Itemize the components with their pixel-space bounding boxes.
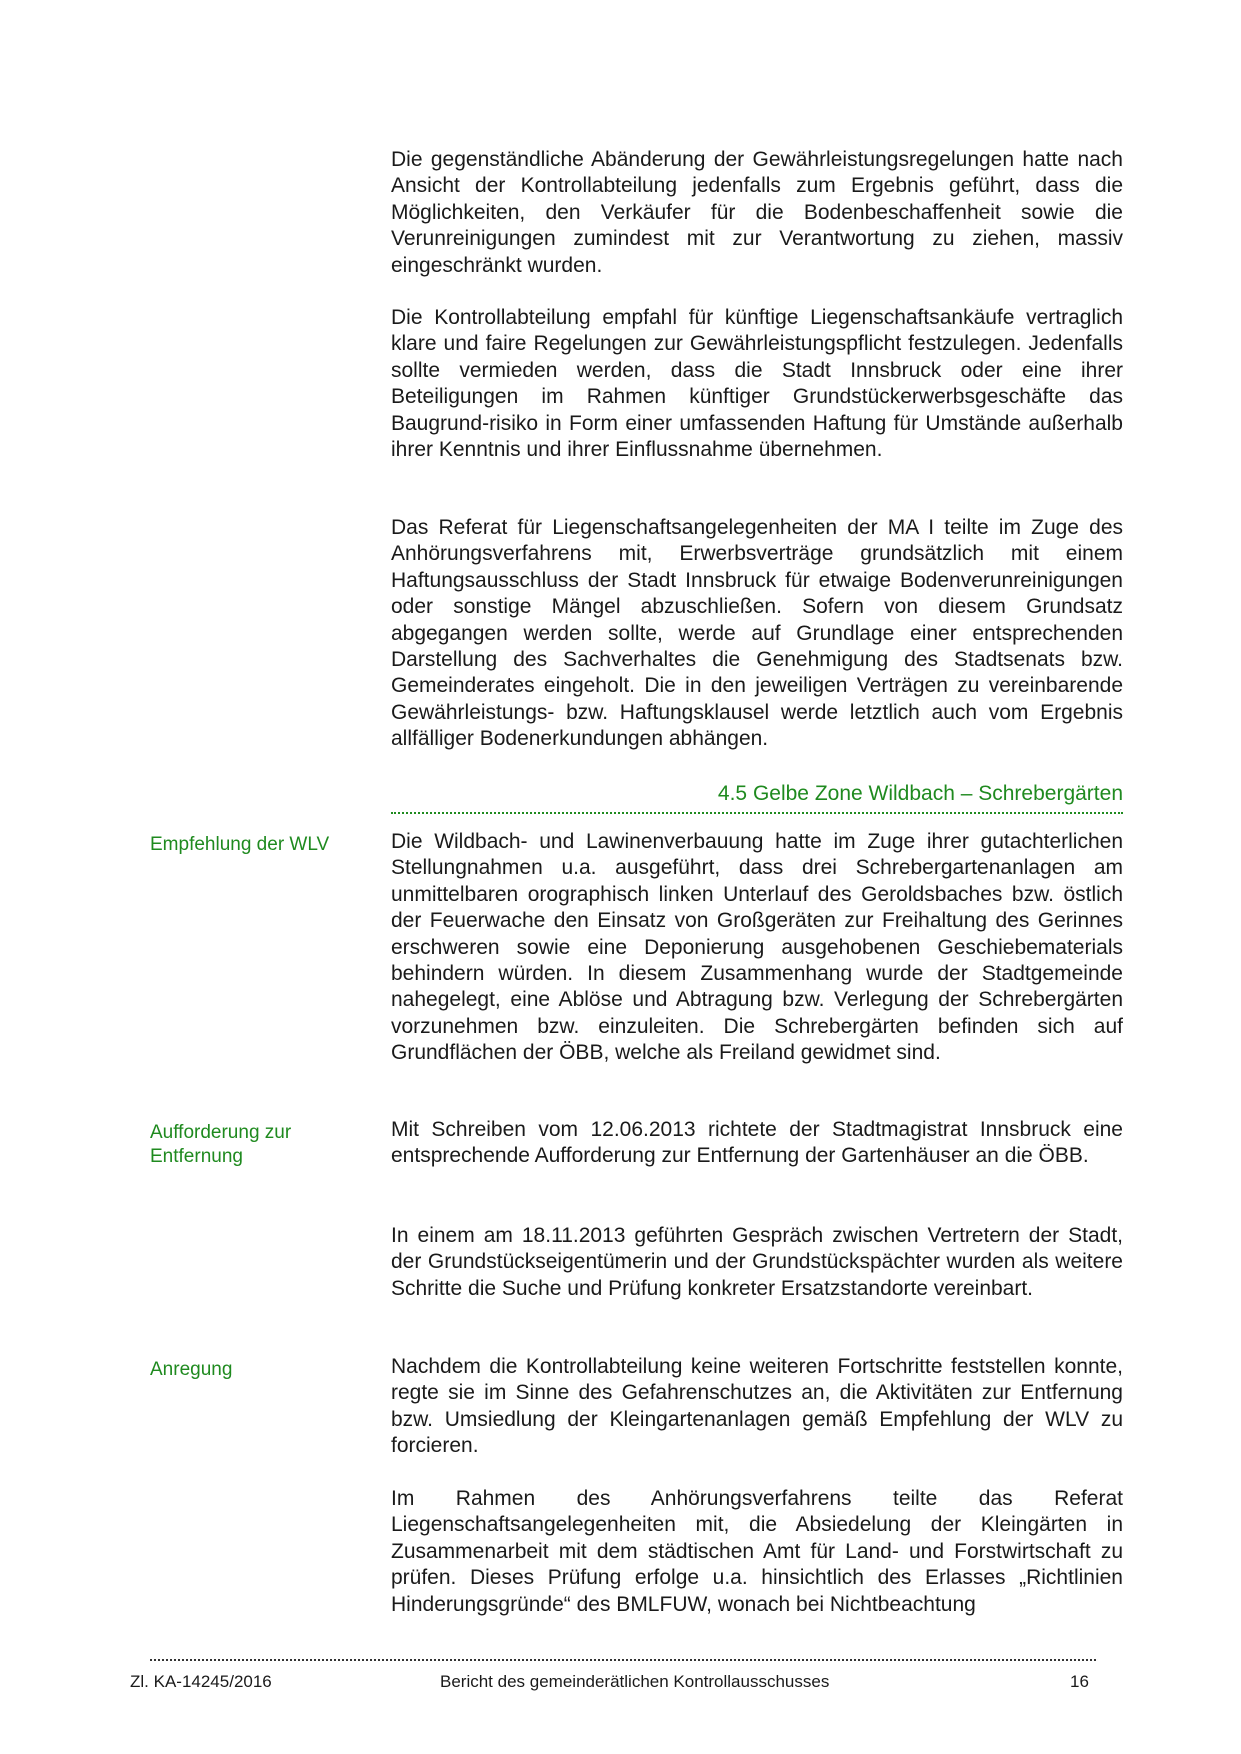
paragraph-anregung: Nachdem die Kontrollabteilung keine weiteren Fortschritte feststellen konnte, regte sie im Sinne des Gefahrenschutzes an, die Aktivitäten zur Entfernung bzw. Umsiedlung der Kleingartenanlagen gemäß Empfehlung der WLV zu forcieren. bbox=[391, 1355, 1123, 1458]
paragraph-gespraech: In einem am 18.11.2013 geführten Gespräch zwischen Vertretern der Stadt, der Grundstückseigentümerin und der Grundstückspächter wurden als weitere Schritte die Suche und Prüfung konkreter Ersatzstandorte vereinbart. bbox=[391, 1224, 1123, 1300]
paragraph-kontrollabteilung-empfehlung: Die Kontrollabteilung empfahl für künftige Liegenschaftsankäufe vertraglich klare und faire Regelungen zur Gewährleistungspflicht festzulegen. Jedenfalls sollte vermieden werden, dass die Stadt Innsbruck oder eine ihrer Beteiligungen im Rahmen künftiger Grundstückerwerbsgeschäfte das Baugrund-risiko in Form einer umfassenden Haftung für Umstände außerhalb ihrer Kenntnis und ihrer Einflussnahme übernehmen. bbox=[391, 306, 1123, 462]
section-heading-rule bbox=[391, 812, 1123, 814]
paragraph-schreiben-oebb: Mit Schreiben vom 12.06.2013 richtete der Stadtmagistrat Innsbruck eine entsprechende Aufforderung zur Entfernung der Gartenhäuser an die ÖBB. bbox=[391, 1118, 1123, 1168]
side-note-empfehlung-wlv: Empfehlung der WLV bbox=[150, 834, 330, 855]
side-note-line: Entfernung bbox=[150, 1146, 243, 1167]
footer-title: Bericht des gemeinderätlichen Kontrollausschusses bbox=[440, 1672, 830, 1691]
side-note-anregung: Anregung bbox=[150, 1359, 233, 1380]
footer-reference: Zl. KA-14245/2016 bbox=[130, 1672, 272, 1691]
paragraph-gewaehrleistung-abaenderung: Die gegenständliche Abänderung der Gewährleistungsregelungen hatte nach Ansicht der Kontrollabteilung jedenfalls zum Ergebnis geführt, dass die Möglichkeiten, den Verkäufer für die Bodenbeschaffenheit sowie die Verunreinigungen zumindest mit zur Verantwortung zu ziehen, massiv eingeschränkt wurden. bbox=[391, 148, 1123, 277]
section-heading-4-5: 4.5 Gelbe Zone Wildbach – Schrebergärten bbox=[717, 782, 1123, 805]
paragraph-wlv-gutachten: Die Wildbach- und Lawinenverbauung hatte im Zuge ihrer gutachterlichen Stellungnahmen u.a. ausgeführt, dass drei Schrebergartenanlagen am unmittelbaren orographisch linken Unterlauf des Geroldsbaches bzw. östlich der Feuerwache den Einsatz von Großgeräten zur Freihaltung des Gerinnes erschweren sowie eine Deponierung ausgehobenen Geschiebematerials behindern würden. In diesem Zusammenhang wurde der Stadtgemeinde nahegelegt, eine Ablöse und Abtragung bzw. Verlegung der Schrebergärten vorzunehmen bzw. einzuleiten. Die Schrebergärten befinden sich auf Grundflächen der ÖBB, welche als Freiland gewidmet sind. bbox=[391, 830, 1123, 1065]
paragraph-referat-stellungnahme: Das Referat für Liegenschaftsangelegenheiten der MA I teilte im Zuge des Anhörungsverfahrens mit, Erwerbsverträge grundsätzlich mit einem Haftungsausschluss der Stadt Innsbruck für etwaige Bodenverunreinigungen oder sonstige Mängel abzuschließen. Sofern von diesem Grundsatz abgegangen werden sollte, werde auf Grundlage einer entsprechenden Darstellung des Sachverhaltes die Genehmigung des Stadtsenats bzw. Gemeinderates eingeholt. Die in den jeweiligen Verträgen zu vereinbarende Gewährleistungs- bzw. Haftungsklausel werde letztlich auch vom Ergebnis allfälliger Bodenerkundungen abhängen. bbox=[391, 516, 1123, 751]
footer-rule bbox=[150, 1659, 1096, 1661]
footer-page-number: 16 bbox=[1070, 1672, 1089, 1691]
paragraph-anhoerungsverfahren: Im Rahmen des Anhörungsverfahrens teilte das Referat Liegenschaftsangelegenheiten mit, die Absiedelung der Kleingärten in Zusammenarbeit mit dem städtischen Amt für Land- und Forstwirtschaft zu prüfen. Dieses Prüfung erfolge u.a. hinsichtlich des Erlasses „Richtlinien Hinderungsgründe“ des BMLFUW, wonach bei Nichtbeachtung bbox=[391, 1487, 1123, 1616]
side-note-aufforderung-entfernung bbox=[150, 1121, 350, 1169]
side-note-line: Aufforderung zur bbox=[150, 1122, 292, 1143]
